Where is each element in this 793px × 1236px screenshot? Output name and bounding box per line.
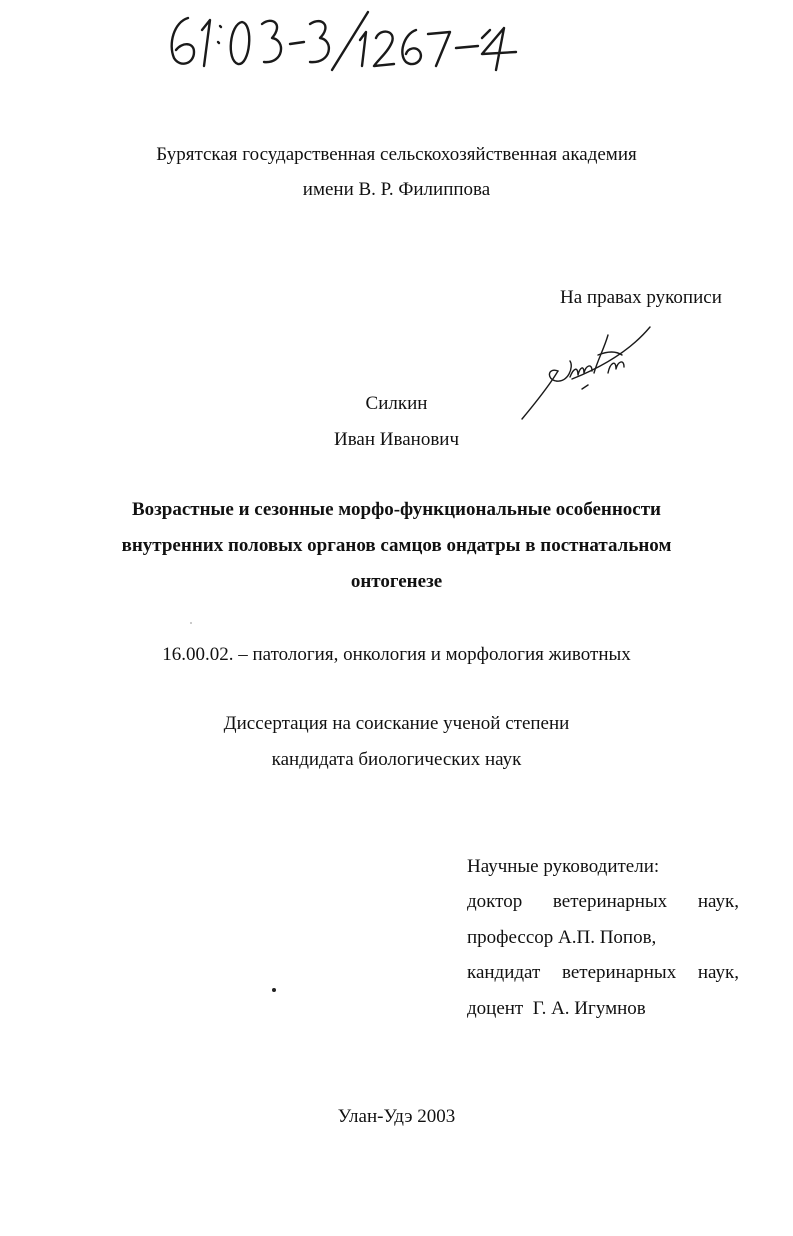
author-given-names: Иван Иванович bbox=[333, 429, 460, 450]
supervisor-1-degree-word: наук, bbox=[697, 891, 739, 912]
title-line-2: внутренних половых органов самцов ондатры в постнатальном bbox=[121, 535, 672, 556]
supervisor-1-degree-word: доктор bbox=[467, 891, 523, 912]
supervisor-1-degree bbox=[467, 890, 739, 914]
institution-line-1: Бурятская государственная сельскохозяйственная академия bbox=[156, 144, 637, 165]
supervisor-2-name: доцент Г. А. Игумнов bbox=[467, 998, 646, 1019]
scan-speck bbox=[272, 988, 276, 992]
specialty-code: 16.00.02. – патология, онкология и морфология животных bbox=[162, 644, 631, 665]
rights-notice: На правах рукописи bbox=[560, 287, 722, 308]
dissertation-line-2: кандидата биологических наук bbox=[271, 749, 522, 770]
title-line-3: онтогенезе bbox=[350, 571, 443, 592]
supervisors-heading: Научные руководители: bbox=[467, 856, 660, 877]
supervisor-2-degree-word: наук, bbox=[697, 962, 739, 983]
supervisor-2-degree-word: кандидат bbox=[467, 962, 541, 983]
dissertation-line-1: Диссертация на соискание ученой степени bbox=[223, 713, 570, 734]
institution-line-2: имени В. Р. Филиппова bbox=[302, 179, 491, 200]
supervisor-1-name: профессор А.П. Попов, bbox=[467, 927, 657, 948]
title-line-1: Возрастные и сезонные морфо-функциональные особенности bbox=[131, 499, 662, 520]
supervisor-1-degree-word: ветеринарных bbox=[552, 891, 668, 912]
city-year: Улан-Удэ 2003 bbox=[337, 1106, 456, 1127]
author-surname: Силкин bbox=[365, 393, 428, 414]
scan-speck bbox=[190, 622, 192, 624]
supervisor-2-degree-word: ветеринарных bbox=[561, 962, 677, 983]
handwritten-archive-code bbox=[160, 8, 560, 72]
supervisor-2-degree bbox=[467, 961, 739, 985]
